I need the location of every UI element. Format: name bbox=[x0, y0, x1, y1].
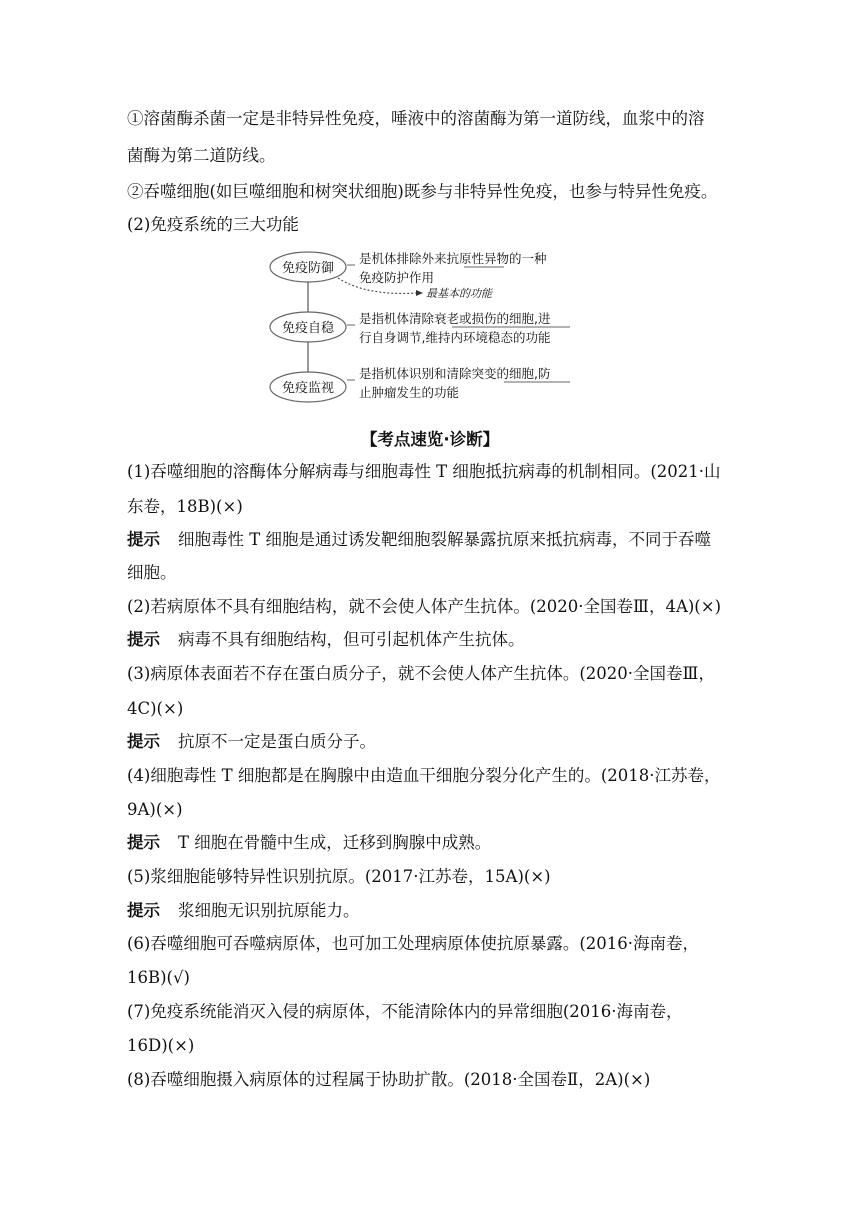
desc-surveillance-1: 是指机体识别和清除突变的细胞,防 bbox=[359, 366, 551, 381]
tip-line bbox=[127, 628, 525, 652]
tip-text: 浆细胞无识别抗原能力。 bbox=[178, 901, 360, 920]
tip-text: T 细胞在骨髓中生成，迁移到胸腺中成熟。 bbox=[178, 833, 492, 852]
tip-label: 提示 bbox=[127, 833, 160, 852]
question-line: (7)免疫系统能消灭入侵的病原体，不能清除体内的异常细胞(2016·海南卷， bbox=[127, 1002, 683, 1021]
tip-line bbox=[127, 528, 711, 552]
tip-line bbox=[127, 899, 360, 923]
note-line: ②吞噬细胞(如巨噬细胞和树突状细胞)既参与非特异性免疫，也参与特异性免疫。 bbox=[127, 182, 718, 201]
tip-text: 细胞毒性 T 细胞是通过诱发靶细胞裂解暴露抗原来抵抗病毒，不同于吞噬 bbox=[178, 530, 711, 549]
question-line: 16D)(×) bbox=[127, 1036, 195, 1055]
immune-functions-diagram bbox=[266, 248, 596, 410]
desc-stability-2: 行自身调节,维持内环境稳态的功能 bbox=[359, 330, 551, 345]
label-defense: 免疫防御 bbox=[281, 261, 335, 276]
question-line: (3)病原体表面若不存在蛋白质分子，就不会使人体产生抗体。(2020·全国卷Ⅲ， bbox=[127, 664, 715, 683]
tip-label: 提示 bbox=[127, 901, 160, 920]
desc-surveillance-2: 止肿瘤发生的功能 bbox=[359, 385, 460, 400]
question-line: (5)浆细胞能够特异性识别抗原。(2017·江苏卷，15A)(×) bbox=[127, 867, 551, 886]
section-heading: 【考点速览·诊断】 bbox=[360, 430, 500, 449]
tip-text: 病毒不具有细胞结构，但可引起机体产生抗体。 bbox=[178, 630, 525, 649]
desc-defense-1: 是机体排除外来抗原性异物的一种 bbox=[359, 251, 547, 266]
question-line: (4)细胞毒性 T 细胞都是在胸腺中由造血干细胞分裂分化产生的。(2018·江苏卷， bbox=[127, 766, 721, 785]
question-line: (6)吞噬细胞可吞噬病原体，也可加工处理病原体使抗原暴露。(2016·海南卷， bbox=[127, 934, 700, 953]
tip-label: 提示 bbox=[127, 732, 160, 751]
tip-text: 抗原不一定是蛋白质分子。 bbox=[178, 732, 376, 751]
label-stability: 免疫自稳 bbox=[281, 321, 335, 336]
question-line: (2)若病原体不具有细胞结构，就不会使人体产生抗体。(2020·全国卷Ⅲ，4A)(×) bbox=[127, 597, 722, 616]
tip-line bbox=[127, 831, 491, 855]
desc-defense-2: 免疫防护作用 bbox=[359, 270, 435, 285]
note-line: ①溶菌酶杀菌一定是非特异性免疫，唾液中的溶菌酶为第一道防线，血浆中的溶 bbox=[127, 109, 705, 128]
question-line: 4C)(×) bbox=[127, 699, 184, 718]
label-surveillance: 免疫监视 bbox=[281, 381, 335, 396]
tip-line bbox=[127, 730, 376, 754]
question-line: 9A)(×) bbox=[127, 800, 183, 819]
tip-label: 提示 bbox=[127, 530, 160, 549]
arrow-head bbox=[416, 290, 423, 296]
tip-label: 提示 bbox=[127, 630, 160, 649]
question-line: (8)吞噬细胞摄入病原体的过程属于协助扩散。(2018·全国卷Ⅱ，2A)(×) bbox=[127, 1070, 651, 1089]
question-line: 16B)(√) bbox=[127, 968, 190, 987]
question-line: (1)吞噬细胞的溶酶体分解病毒与细胞毒性 T 细胞抵抗病毒的机制相同。(2021·山 bbox=[127, 462, 721, 481]
tip-line: 细胞。 bbox=[127, 563, 177, 582]
annotation-basic-function: 最基本的功能 bbox=[426, 287, 492, 300]
section-subtitle: (2)免疫系统的三大功能 bbox=[127, 215, 299, 234]
desc-stability-1: 是指机体清除衰老或损伤的细胞,进 bbox=[359, 311, 551, 326]
question-line: 东卷，18B)(×) bbox=[127, 497, 243, 516]
note-line: 菌酶为第二道防线。 bbox=[127, 146, 276, 165]
